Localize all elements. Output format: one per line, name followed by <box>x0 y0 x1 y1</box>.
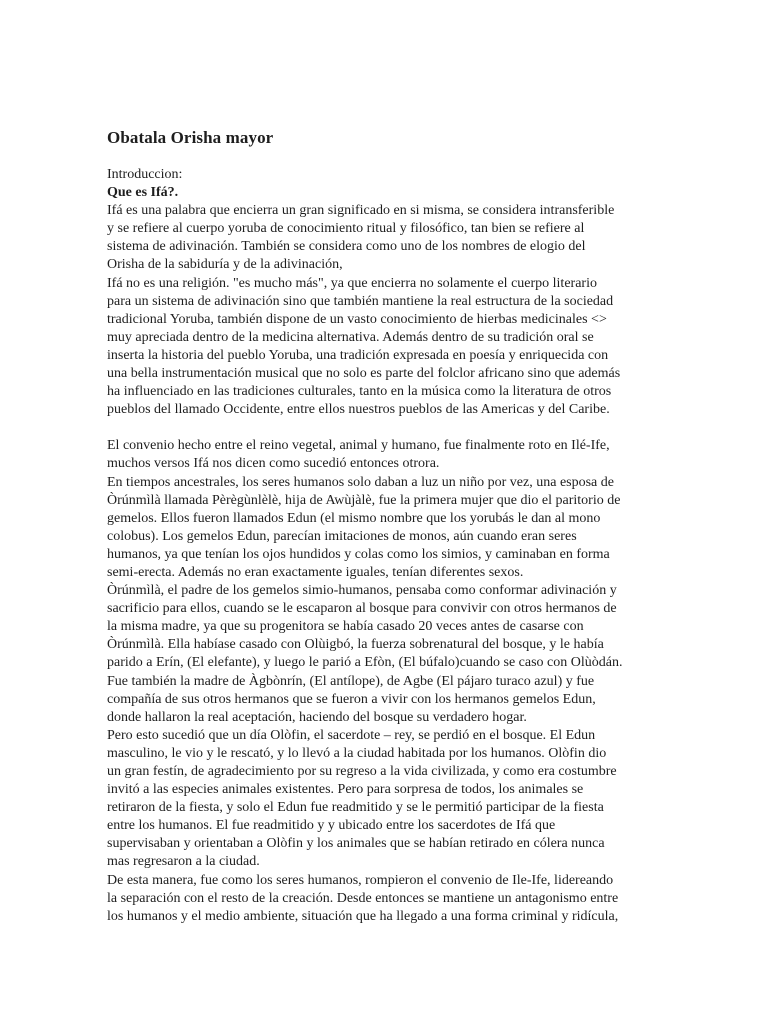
paragraph-line: un gran festín, de agradecimiento por su regreso a la vida civilizada, y como era costumbre <box>107 764 617 779</box>
paragraph-line: muy apreciada dentro de la medicina alternativa. Además dentro de su tradición oral se <box>107 329 594 345</box>
paragraph-7 <box>107 872 667 926</box>
paragraph-line: Ifá no es una religión. "es mucho más", ya que encierra no solamente el cuerpo literario <box>107 275 597 291</box>
paragraph-line: De esta manera, fue como los seres humanos, rompieron el convenio de Ile-Ife, lidereando <box>107 872 614 888</box>
paragraph-line: inserta la historia del pueblo Yoruba, una tradición expresada en poesía y enriquecida con <box>107 347 609 363</box>
paragraph-line: Orisha de la sabiduría y de la adivinación, <box>107 257 343 273</box>
paragraph-line: para un sistema de adivinación sino que también mantiene la real estructura de la sociedad <box>107 293 614 309</box>
paragraph-6 <box>107 727 667 872</box>
paragraph-line: gemelos. Ellos fueron llamados Edun (el mismo nombre que los yorubás le dan al mono <box>107 510 601 526</box>
paragraph-line: En tiempos ancestrales, los seres humanos solo daban a luz un niño por vez, una esposa de <box>107 474 614 490</box>
paragraph-line: los humanos y el medio ambiente, situación que ha llegado a una forma criminal y ridícula, <box>107 908 619 924</box>
intro-heading: Introduccion: <box>107 167 183 182</box>
paragraph-line: parido a Erín, (El elefante), y luego le parió a Efòn, (El búfalo)cuando se caso con Olùòdán. <box>107 655 623 671</box>
paragraph-line: semi-erecta. Además no eran exactamente iguales, tenían diferentes sexos. <box>107 564 524 580</box>
paragraph-line: entre los humanos. El fue readmitido y y ubicado entre los sacerdotes de Ifá que <box>107 818 556 834</box>
paragraph-line: muchos versos Ifá nos dicen como sucedió entonces otrora. <box>107 456 440 472</box>
paragraph-line: masculino, le vio y le rescató, y lo llevó a la ciudad habitada por los humanos. Olòfin dio <box>107 745 607 761</box>
paragraph-line: Òrúnmìlà, el padre de los gemelos simio-humanos, pensaba como conformar adivinación y <box>107 583 617 599</box>
paragraph-line: invitó a las especies animales existentes. Pero para sorpresa de todos, los animales se <box>107 782 584 798</box>
paragraph-2 <box>107 275 667 420</box>
paragraph-line: compañía de sus otros hermanos que se fueron a vivir con los hermanos gemelos Edun, <box>107 691 596 707</box>
paragraph-line: una bella instrumentación musical que no solo es parte del folclor africano sino que además <box>107 366 621 382</box>
paragraph-line: Òrúnmìlà. Ella habíase casado con Olùigbó, la fuerza sobrenatural del bosque, y le había <box>107 637 604 653</box>
paragraph-line: ha influenciado en las tradiciones culturales, tanto en la música como la literatura de otros <box>107 384 612 400</box>
paragraph-line: El convenio hecho entre el reino vegetal, animal y humano, fue finalmente roto en Ilé-Ife, <box>107 438 610 454</box>
paragraph-line: tradicional Yoruba, también dispone de un vasto conocimiento de hierbas medicinales <> <box>107 311 607 327</box>
document-page <box>107 127 667 926</box>
paragraph-line: la misma madre, ya que su progenitora se había casado 20 veces antes de casarse con <box>107 619 584 635</box>
paragraph-line: mas regresaron a la ciudad. <box>107 854 260 870</box>
paragraph-line: pueblos del llamado Occidente, entre ellos nuestros pueblos de las Americas y del Caribe. <box>107 402 610 418</box>
paragraph-line: donde hallaron la real aceptación, haciendo del bosque su verdadero hogar. <box>107 709 527 725</box>
document-title: Obatala Orisha mayor <box>107 128 274 147</box>
paragraph-line: humanos, ya que tenían los ojos hundidos y colas como los simios, y caminaban en forma <box>107 546 610 562</box>
paragraph-line: la separación con el resto de la creación. Desde entonces se mantiene un antagonismo entre <box>107 890 619 906</box>
paragraph-line: Òrúnmìlà llamada Pèrègùnlèlè, hija de Awùjàlè, fue la primera mujer que dio el paritorio de <box>107 492 621 508</box>
paragraph-line: Pero esto sucedió que un día Olòfin, el sacerdote – rey, se perdió en el bosque. El Edun <box>107 727 596 743</box>
question-heading: Que es Ifá?. <box>107 185 179 201</box>
paragraph-line: Ifá es una palabra que encierra un gran significado en si misma, se considera intransferible <box>107 203 615 219</box>
paragraph-1 <box>107 202 667 274</box>
paragraph-line: retiraron de la fiesta, y solo el Edun fue readmitido y se le permitió participar de la fiesta <box>107 800 604 816</box>
paragraph-line: colobus). Los gemelos Edun, parecían imitaciones de monos, aún cuando eran seres <box>107 528 577 544</box>
paragraph-5 <box>107 582 667 727</box>
paragraph-line: sistema de adivinación. También se considera como uno de los nombres de elogio del <box>107 239 586 255</box>
paragraph-spacer <box>107 419 667 437</box>
paragraph-3 <box>107 437 667 473</box>
paragraph-line: Fue también la madre de Àgbònrín, (El antílope), de Agbe (El pájaro turaco azul) y fue <box>107 673 595 689</box>
paragraph-4 <box>107 474 667 583</box>
paragraph-line: y se refiere al cuerpo yoruba de conocimiento ritual y filosófico, tan bien se refiere al <box>107 221 585 237</box>
paragraph-line: supervisaban y orientaban a Olòfin y los animales que se habían retirado en cólera nunca <box>107 836 605 852</box>
paragraph-line: sacrificio para ellos, cuando se le escaparon al bosque para convivir con otros hermanos de <box>107 601 617 617</box>
